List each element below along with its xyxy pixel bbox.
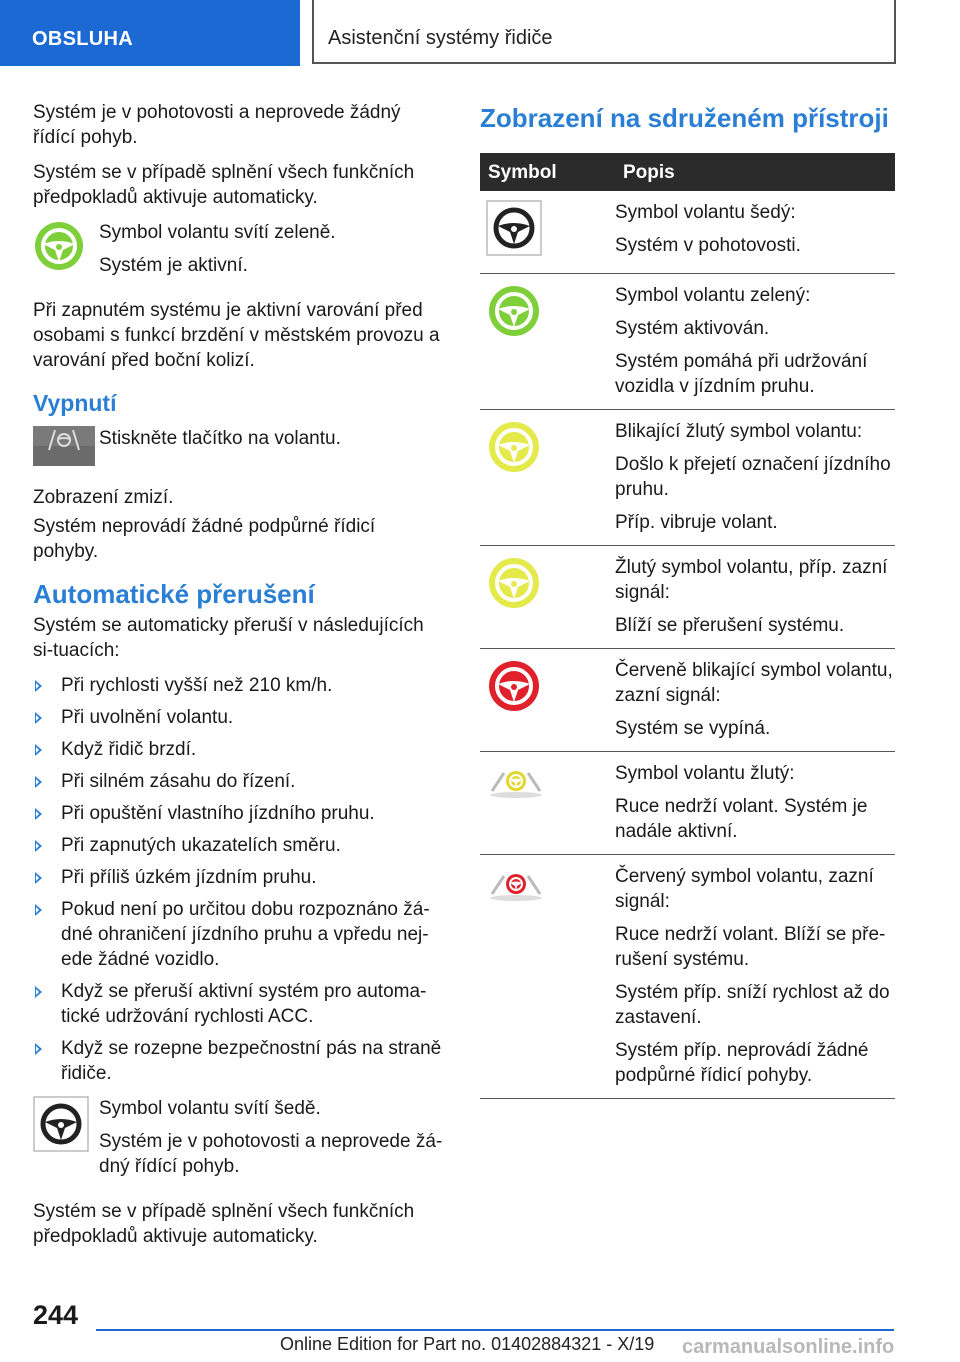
hands-on-red-icon — [486, 864, 546, 904]
description-line: Systém příp. neprovádí žádné podpůrné řídicí pohyby. — [615, 1040, 869, 1086]
description-line: Symbol volantu zelený: — [615, 285, 811, 306]
steering-red-blink-icon — [486, 658, 542, 714]
bullet-triangle-icon — [35, 1043, 42, 1055]
description-line: Ruce nedrží volant. Blíží se pře-rušení systému. — [615, 924, 886, 970]
note-line: Systém je v pohotovosti a neprovede žá-dný řídící pohyb. — [99, 1131, 443, 1177]
grey-symbol-note — [33, 1096, 445, 1187]
hands-on-yellow-icon — [486, 761, 546, 801]
list-item: Při uvolnění volantu. — [33, 705, 445, 730]
table-row — [480, 546, 895, 649]
bullet-triangle-icon — [35, 744, 42, 756]
table-header-symbol: Symbol — [480, 153, 609, 191]
list-item: Když se přeruší aktivní systém pro automa-tické udržování rychlosti ACC. — [33, 979, 445, 1029]
steering-grey-icon — [33, 1096, 89, 1152]
button-note — [33, 426, 445, 473]
table-header-row — [480, 153, 895, 191]
symbol-table — [480, 153, 895, 1099]
bullet-triangle-icon — [35, 776, 42, 788]
description-line: Systém příp. sníží rychlost až do zastavení. — [615, 982, 890, 1028]
description-line: Došlo k přejetí označení jízdního pruhu. — [615, 454, 891, 500]
description-line: Systém se vypíná. — [615, 718, 771, 739]
section-tab: OBSLUHA — [0, 0, 300, 66]
paragraph: Systém se automaticky přeruší v následujících si-tuacích: — [33, 615, 424, 661]
description-line: Symbol volantu šedý: — [615, 202, 796, 223]
page-header — [0, 0, 960, 66]
heading-automaticke-preruseni: Automatické přerušení — [33, 579, 315, 609]
instruction-text: Stiskněte tlačítko na volantu. — [99, 428, 341, 449]
list-item: Při příliš úzkém jízdním pruhu. — [33, 865, 445, 890]
steering-green-icon — [486, 283, 542, 339]
table-row — [480, 274, 895, 410]
paragraph: Systém se v případě splnění všech funkčních předpokladů aktivuje automaticky. — [33, 1201, 415, 1247]
list-item: Pokud není po určitou dobu rozpoznáno žá-dné ohraničení jízdního pruhu a vpředu nej-ede žádné vozidlo. — [33, 897, 445, 972]
right-column — [480, 102, 895, 1099]
steering-yellow-blink-icon — [486, 419, 542, 475]
steering-grey-icon — [486, 200, 542, 256]
description-line: Blíží se přerušení systému. — [615, 615, 845, 636]
description-line: Příp. vibruje volant. — [615, 512, 778, 533]
bullet-triangle-icon — [35, 986, 42, 998]
description-line: Blikající žlutý symbol volantu: — [615, 421, 863, 442]
heading-vypnuti: Vypnutí — [33, 390, 117, 416]
note-line: Systém je aktivní. — [99, 255, 248, 276]
table-row — [480, 191, 895, 274]
table-row — [480, 752, 895, 855]
bullet-triangle-icon — [35, 872, 42, 884]
table-row — [480, 649, 895, 752]
description-line: Systém aktivován. — [615, 318, 770, 339]
paragraph: Systém neprovádí žádné podpůrné řídicí pohyby. — [33, 516, 376, 562]
bullet-triangle-icon — [35, 680, 42, 692]
note-line: Symbol volantu svítí zeleně. — [99, 222, 336, 243]
lane-assist-button-icon — [33, 426, 95, 466]
table-header-popis: Popis — [609, 153, 895, 191]
description-line: Červený symbol volantu, zazní signál: — [615, 866, 874, 912]
chapter-title: Asistenční systémy řidiče — [312, 0, 896, 64]
table-row — [480, 855, 895, 1099]
list-item: Při silném zásahu do řízení. — [33, 769, 445, 794]
heading-zobrazeni: Zobrazení na sdruženém přístroji — [480, 103, 889, 133]
description-line: Systém pomáhá při udržování vozidla v jízdním pruhu. — [615, 351, 868, 397]
bullet-triangle-icon — [35, 808, 42, 820]
edition-text: Online Edition for Part no. 01402884321 - X/19 — [280, 1334, 655, 1354]
paragraph: Systém je v pohotovosti a neprovede žádný řídící pohyb. — [33, 102, 401, 148]
bullet-triangle-icon — [35, 712, 42, 724]
description-line: Systém v pohotovosti. — [615, 235, 801, 256]
description-line: Červeně blikající symbol volantu, zazní signál: — [615, 660, 893, 706]
list-item: Při rychlosti vyšší než 210 km/h. — [33, 673, 445, 698]
list-item: Při zapnutých ukazatelích směru. — [33, 833, 445, 858]
list-item: Při opuštění vlastního jízdního pruhu. — [33, 801, 445, 826]
green-symbol-note — [33, 220, 445, 286]
description-line: Ruce nedrží volant. Systém je nadále aktivní. — [615, 796, 868, 842]
steering-yellow-icon — [486, 555, 542, 611]
left-column — [33, 100, 445, 1259]
page-number: 244 — [33, 1300, 79, 1330]
bullet-triangle-icon — [35, 840, 42, 852]
list-item: Když řidič brzdí. — [33, 737, 445, 762]
list-item: Když se rozepne bezpečnostní pás na straně řidiče. — [33, 1036, 445, 1086]
note-line: Symbol volantu svítí šedě. — [99, 1098, 321, 1119]
steering-green-icon — [33, 220, 85, 272]
footer-divider — [96, 1329, 894, 1331]
table-row — [480, 410, 895, 546]
paragraph: Při zapnutém systému je aktivní varování před osobami s funkcí brzdění v městském provozu a varování před boční kolizí. — [33, 300, 440, 371]
description-line: Symbol volantu žlutý: — [615, 763, 795, 784]
interruption-list — [33, 673, 445, 1086]
paragraph: Zobrazení zmizí. — [33, 487, 174, 508]
bullet-triangle-icon — [35, 904, 42, 916]
description-line: Žlutý symbol volantu, příp. zazní signál: — [615, 557, 888, 603]
watermark: carmanualsonline.info — [682, 1336, 895, 1358]
paragraph: Systém se v případě splnění všech funkčních předpokladů aktivuje automaticky. — [33, 162, 415, 208]
